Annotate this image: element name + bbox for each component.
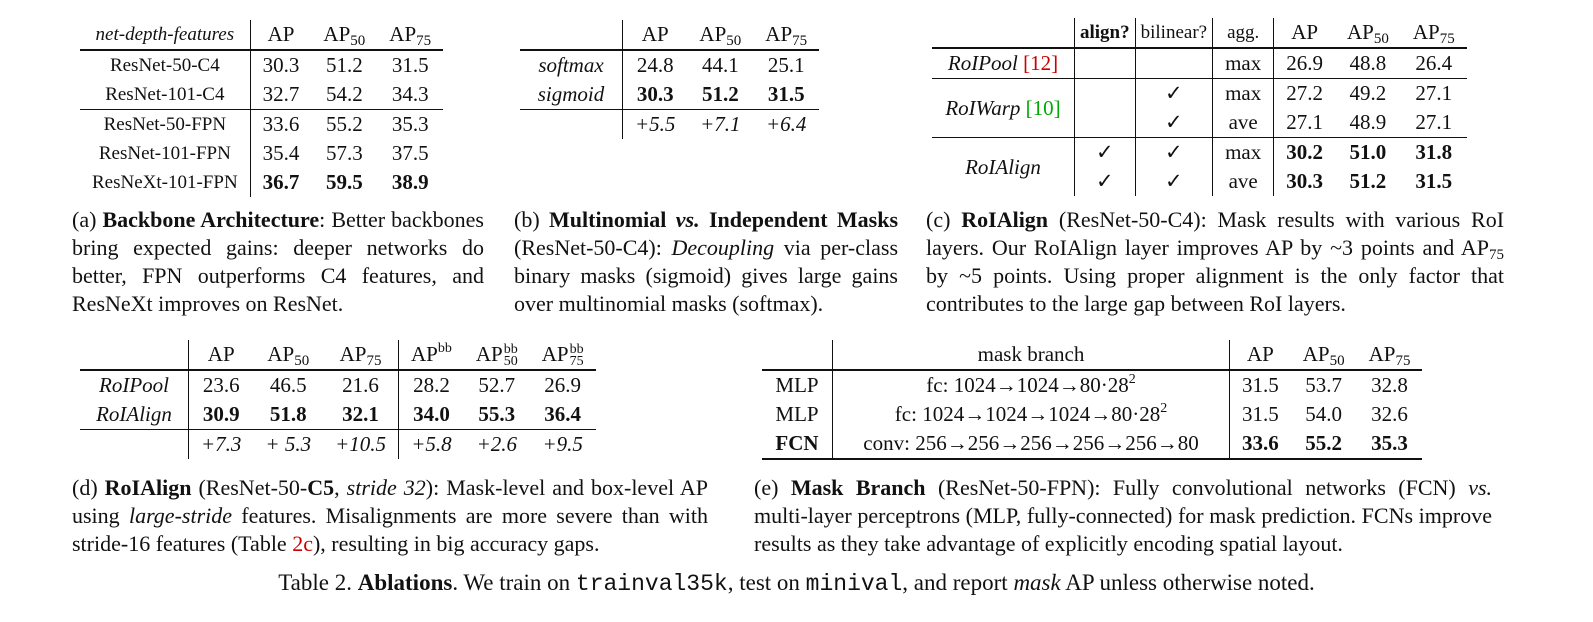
header-cell: AP — [267, 22, 295, 46]
header-cell: $AP_{75}$ — [323, 340, 398, 370]
header-cell: AP — [641, 22, 669, 46]
row-label: RoIPool [12] — [932, 48, 1075, 79]
table-e — [762, 340, 1422, 460]
header-cell: $AP_{75}$ — [1368, 342, 1411, 369]
header-cell: align? — [1075, 18, 1136, 48]
header-cell: $AP_{50}$ — [1347, 20, 1389, 47]
header-cell — [520, 20, 623, 50]
header-cell: $AP_{75}$ — [389, 22, 432, 49]
check-icon: ✓ — [1135, 138, 1212, 168]
table-c — [932, 18, 1467, 196]
table-row: RoIPool [12] max 26.9 48.8 26.4 — [932, 48, 1467, 79]
row-label: RoIAlign — [932, 138, 1075, 197]
table-a — [80, 20, 443, 197]
header-cell: $AP^{bb}$ — [411, 341, 452, 366]
table-row: MLP fc: $1024\to 1024\to 80\cdot 28^2$ 31.5 53.7 32.8 — [762, 370, 1422, 400]
table-row: FCN conv: 256→256→256→256→256→80 33.6 55.2 35.3 — [762, 429, 1422, 459]
caption-c: (c) RoIAlign (ResNet-50-C4): Mask results with various RoI layers. Our RoIAlign layer improves AP by ~3 points and $AP_{75}$ by ~5 points. Using proper alignment is the only factor that contributes to the large gap between RoI layers. — [926, 207, 1505, 316]
table-row: RoIAlign ✓ ✓ max 30.2 51.0 31.8 — [932, 138, 1467, 168]
caption-a: (a) Backbone Architecture: Better backbones bring expected gains: deeper networks do better, FPN outperforms C4 features, and ResNeXt improves on ResNet. — [72, 207, 484, 316]
table-row: ResNet-50-C4 30.3 51.2 31.5 — [80, 50, 443, 80]
header-cell: $AP_{50}$ — [1302, 342, 1345, 369]
caption-e: (e) Mask Branch (ResNet-50-FPN): Fully convolutional networks (FCN) vs. multi-layer perceptrons (MLP, fully-connected) for mask prediction. FCNs improve results as they take advantage of explicitly encoding spatial layout. — [754, 475, 1493, 556]
caption-b: (b) Multinomial vs. Independent Masks (ResNet-50-C4): Decoupling via per-class binary masks (sigmoid) gives large gains over multinomial masks (softmax). — [514, 207, 899, 316]
header-cell: $AP_{75}$ — [765, 22, 808, 49]
table-row: +7.3 + 5.3 +10.5 +5.8 +2.6 +9.5 — [80, 430, 596, 460]
header-cell: AP — [207, 342, 235, 366]
header-cell — [932, 18, 1075, 48]
table-row: RoIPool 23.6 46.5 21.6 28.2 52.7 26.9 — [80, 370, 596, 400]
table-row: ✓ ✓ ave 30.3 51.2 31.5 — [932, 167, 1467, 196]
table-row: softmax 24.8 44.1 25.1 — [520, 50, 819, 80]
table-row: ResNet-50-FPN 33.6 55.2 35.3 — [80, 110, 443, 140]
row-label: RoIWarp [10] — [932, 79, 1075, 138]
table-row: ✓ ave 27.1 48.9 27.1 — [932, 108, 1467, 138]
table-row: ResNet-101-C4 32.7 54.2 34.3 — [80, 80, 443, 110]
table-b — [520, 20, 819, 139]
check-icon: ✓ — [1135, 79, 1212, 109]
header-cell: bilinear? — [1135, 18, 1212, 48]
header-cell: $AP_{50}$ — [323, 22, 366, 49]
table-row: ResNet-101-FPN 35.4 57.3 37.5 — [80, 139, 443, 168]
header-cell: agg. — [1213, 18, 1274, 48]
header-cell — [80, 340, 189, 370]
table-row: RoIAlign 30.9 51.8 32.1 34.0 55.3 36.4 — [80, 400, 596, 430]
header-cell: net-depth-features — [80, 20, 250, 50]
header-cell: APbb 75 — [541, 342, 584, 370]
table-row: +5.5 +7.1 +6.4 — [520, 110, 819, 140]
check-icon: ✓ — [1135, 108, 1212, 138]
table-row: sigmoid 30.3 51.2 31.5 — [520, 80, 819, 110]
header-cell: $AP_{75}$ — [1412, 20, 1455, 47]
table-row: RoIWarp [10] ✓ max 27.2 49.2 27.1 — [932, 79, 1467, 109]
header-cell — [762, 340, 833, 370]
check-icon: ✓ — [1075, 138, 1136, 168]
header-cell: AP — [1246, 342, 1274, 366]
table-row: ResNeXt-101-FPN 36.7 59.5 38.9 — [80, 168, 443, 197]
header-cell: AP — [1291, 20, 1319, 44]
table-row: MLP fc: $1024\to 1024\to 1024\to 80\cdot 28^2$ 31.5 54.0 32.6 — [762, 400, 1422, 429]
header-cell: APbb 50 — [475, 342, 518, 370]
header-cell: $AP_{50}$ — [699, 22, 742, 49]
table-caption: Table 2. Ablations. We train on trainval35k, test on minival, and report mask AP unless otherwise noted. — [278, 570, 1315, 597]
header-cell: $AP_{50}$ — [267, 342, 310, 369]
header-cell: mask branch — [833, 340, 1230, 370]
check-icon: ✓ — [1075, 167, 1136, 196]
check-icon: ✓ — [1135, 167, 1212, 196]
table-d — [80, 340, 596, 459]
table-ref-link[interactable]: 2c — [292, 531, 313, 556]
caption-d: (d) RoIAlign (ResNet-50-C5, stride 32): Mask-level and box-level AP using large-stride features. Misalignments are more severe than with stride-16 features (Table 2c), resulting in big accuracy gaps. — [72, 475, 708, 556]
